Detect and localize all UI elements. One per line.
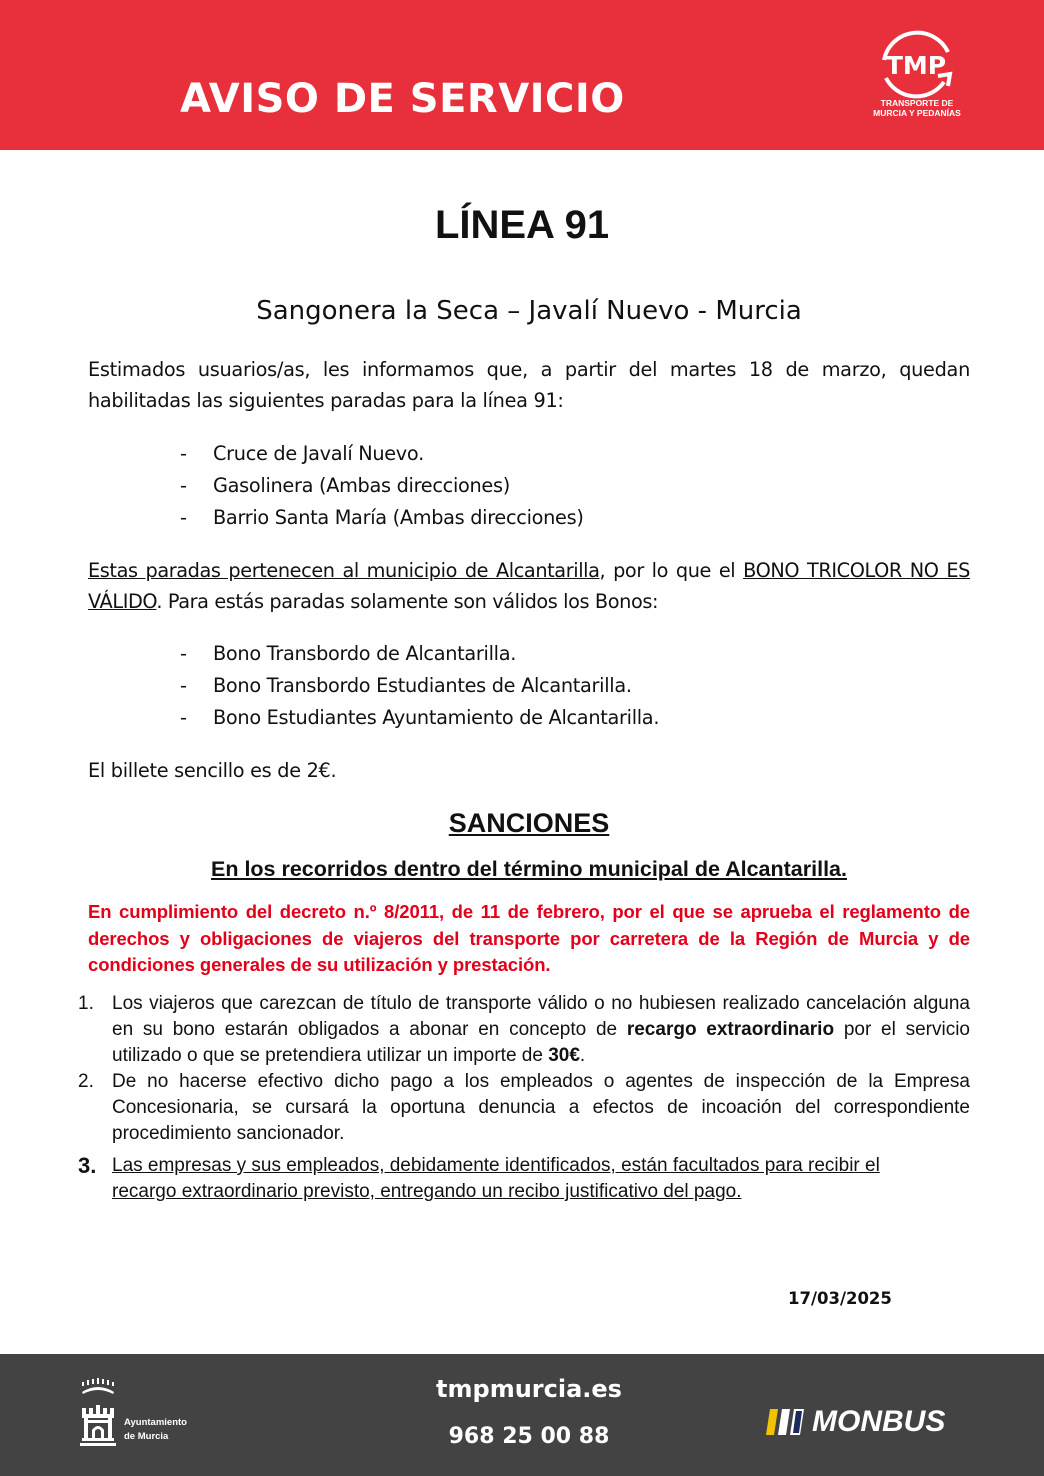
- logo-subtitle-line2: MURCIA Y PEDANÍAS: [873, 108, 961, 118]
- surcharge-term: recargo extraordinario: [626, 1019, 835, 1040]
- stops-note-paragraph: [88, 555, 970, 617]
- bullet-dash-icon: -: [180, 506, 187, 529]
- valid-passes-intro: . Para estás paradas solamente son válidos los Bonos:: [156, 590, 659, 613]
- pass-name: Bono Estudiantes Ayuntamiento de Alcantarilla.: [213, 706, 660, 729]
- list-item: [180, 438, 584, 470]
- municipality-note: Estas paradas pertenecen al municipio de Alcantarilla: [88, 559, 600, 582]
- stops-list: [180, 438, 584, 534]
- phone-number[interactable]: 968 25 00 88: [448, 1424, 610, 1449]
- pass-name: Bono Transbordo de Alcantarilla.: [213, 642, 517, 665]
- item-text: [112, 991, 970, 1069]
- item-number: 3.: [78, 1153, 97, 1178]
- header-banner: [0, 0, 1044, 150]
- decree-paragraph: En cumplimiento del decreto n.º 8/2011, de 11 de febrero, por el que se aprueba el reglamento de derechos y obligaciones de viajeros del transporte por carretera de la Región de Murcia y de condiciones generales de su utilización y prestación.: [88, 901, 970, 975]
- valid-passes-list: [180, 638, 659, 734]
- monbus-stripes-icon: [766, 1409, 808, 1435]
- list-item: [180, 702, 659, 734]
- bullet-dash-icon: -: [180, 706, 187, 729]
- ayuntamiento-line2: de Murcia: [124, 1431, 169, 1442]
- sanctions-title: SANCIONES: [448, 808, 610, 838]
- item-text-part: Los viajeros que carezcan de título de transporte válido o no hubiesen realizado cancelación alguna en su bono estarán obligados a abonar en concepto de: [112, 993, 970, 1040]
- item-number: 1.: [78, 993, 94, 1014]
- item-text-part: por el servicio utilizado o que se pretendiera utilizar un importe de: [112, 1019, 970, 1066]
- header-title: AVISO DE SERVICIO: [180, 76, 625, 122]
- sanction-item: [78, 1153, 970, 1205]
- ayuntamiento-line1: Ayuntamiento: [124, 1417, 187, 1428]
- single-ticket-price: El billete sencillo es de 2€.: [88, 759, 337, 782]
- tmp-logo-subtitle: [862, 98, 972, 118]
- logo-subtitle-line1: TRANSPORTE DE: [880, 98, 954, 108]
- item-text: Las empresas y sus empleados, debidamente identificados, están facultados para recibir el recargo extraordinario previsto, entregando un recibo justificativo del pago.: [112, 1155, 880, 1202]
- list-item: [180, 638, 659, 670]
- tmp-logo-text: TMP: [885, 51, 947, 80]
- stop-name: Barrio Santa María (Ambas direcciones): [213, 506, 584, 529]
- notice-date: 17/03/2025: [788, 1289, 892, 1308]
- bullet-dash-icon: -: [180, 674, 187, 697]
- bullet-dash-icon: -: [180, 442, 187, 465]
- surcharge-amount: 30€: [548, 1045, 580, 1066]
- item-text: De no hacerse efectivo dicho pago a los empleados o agentes de inspección de la Empresa Concesionaria, se cursará la oportuna denuncia a efectos de incoación del correspondiente procedimiento sancionador.: [112, 1071, 970, 1144]
- intro-paragraph: Estimados usuarios/as, les informamos que, a partir del martes 18 de marzo, quedan habilitadas las siguientes paradas para la línea 91:: [88, 358, 970, 412]
- route-name: Sangonera la Seca – Javalí Nuevo - Murcia: [256, 296, 802, 326]
- line-title: LÍNEA 91: [434, 203, 610, 247]
- bullet-dash-icon: -: [180, 642, 187, 665]
- list-item: [180, 502, 584, 534]
- list-item: [180, 470, 584, 502]
- sanctions-subtitle: En los recorridos dentro del término municipal de Alcantarilla.: [211, 857, 847, 881]
- sanctions-list: [78, 991, 970, 1205]
- website-link[interactable]: tmpmurcia.es: [436, 1375, 622, 1403]
- bullet-dash-icon: -: [180, 474, 187, 497]
- sanction-item: [78, 991, 970, 1069]
- monbus-logo: [766, 1405, 945, 1439]
- stop-name: Gasolinera (Ambas direcciones): [213, 474, 510, 497]
- tricolor-invalid-note: BONO TRICOLOR NO ES VÁLIDO: [88, 559, 970, 613]
- item-number: 2.: [78, 1071, 94, 1092]
- monbus-wordmark: MONBUS: [812, 1405, 946, 1438]
- note-connector: , por lo que el: [599, 559, 744, 582]
- pass-name: Bono Transbordo Estudiantes de Alcantarilla.: [213, 674, 632, 697]
- sanction-item: [78, 1069, 970, 1147]
- list-item: [180, 670, 659, 702]
- item-text-part: .: [579, 1045, 586, 1066]
- stop-name: Cruce de Javalí Nuevo.: [213, 442, 424, 465]
